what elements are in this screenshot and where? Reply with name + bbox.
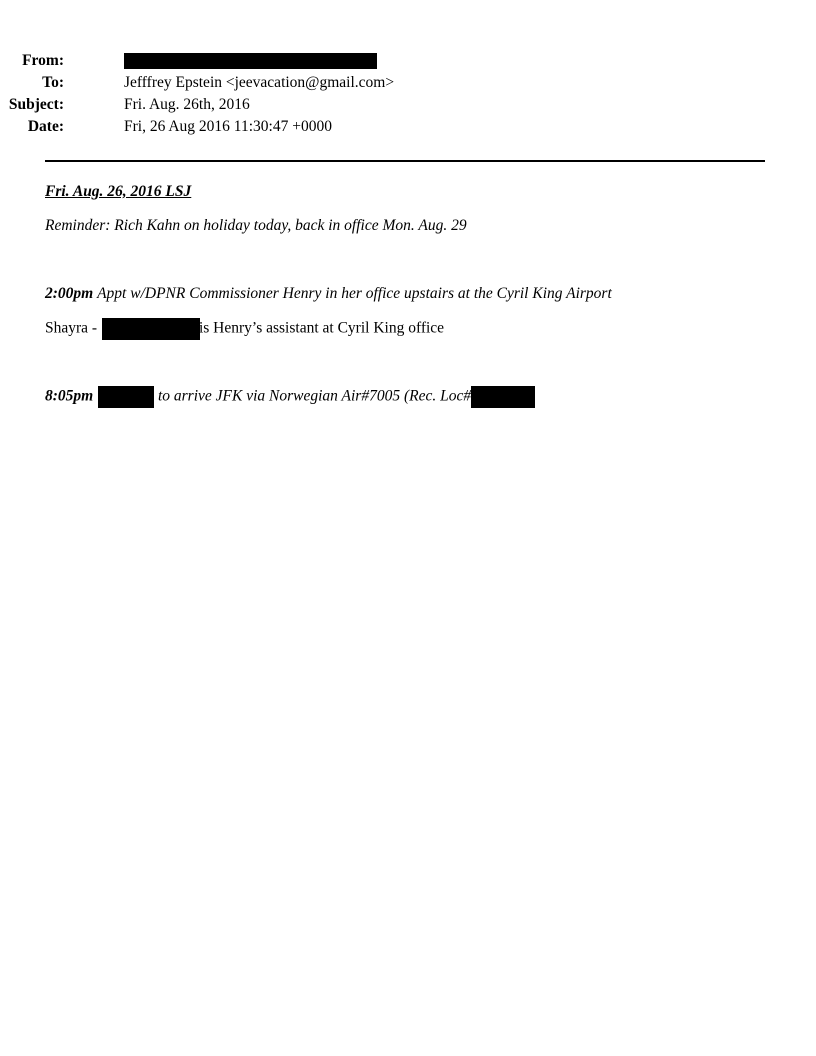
arrival-time: 8:05pm	[45, 387, 94, 405]
from-label: From:	[22, 52, 64, 69]
appointment-time: 2:00pm	[45, 285, 94, 302]
appointment-line	[45, 284, 612, 304]
subject-label: Subject:	[8, 96, 64, 113]
date-label: Date:	[27, 118, 64, 135]
from-value	[124, 50, 377, 72]
redaction-box	[102, 318, 200, 340]
arrival-line	[45, 386, 535, 408]
assistant-suffix: is Henry’s assistant at Cyril King office	[198, 319, 445, 337]
subject-value: Fri. Aug. 26th, 2016	[124, 96, 250, 113]
to-row	[0, 72, 760, 94]
assistant-line	[45, 318, 444, 340]
appointment-text: Appt w/DPNR Commissioner Henry in her office upstairs at the Cyril King Airport	[97, 285, 612, 302]
redaction-box	[98, 386, 154, 408]
date-row	[0, 116, 760, 138]
redaction-box	[124, 53, 377, 69]
to-label: To:	[42, 74, 64, 91]
redaction-box	[471, 386, 535, 408]
schedule-heading: Fri. Aug. 26, 2016 LSJ	[45, 183, 192, 200]
from-row	[0, 50, 760, 72]
assistant-prefix: Shayra -	[45, 319, 98, 337]
subject-row	[0, 94, 760, 116]
header-divider	[45, 160, 765, 162]
reminder-line: Reminder: Rich Kahn on holiday today, back in office Mon. Aug. 29	[45, 217, 467, 234]
arrival-text: to arrive JFK via Norwegian Air#7005 (Rec. Loc#	[157, 387, 472, 405]
to-value: Jefffrey Epstein <jeevacation@gmail.com>	[124, 74, 395, 91]
email-headers	[0, 50, 760, 138]
date-value: Fri, 26 Aug 2016 11:30:47 +0000	[124, 118, 332, 135]
